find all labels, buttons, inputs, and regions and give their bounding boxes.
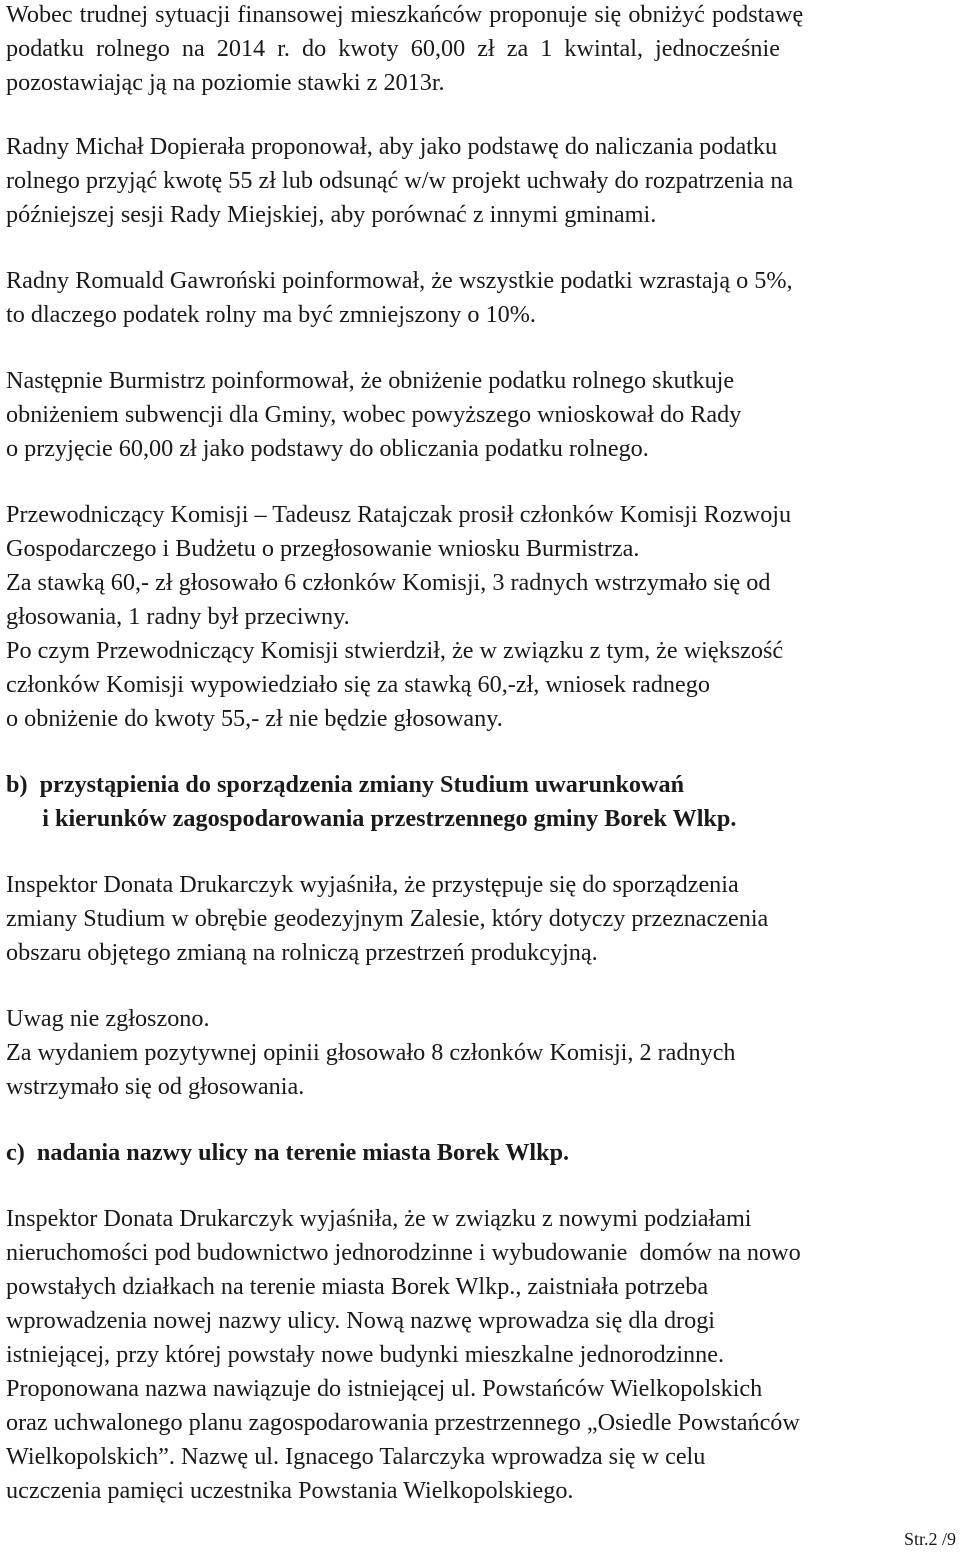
text-line: podatku rolnego na 2014 r. do kwoty 60,00 zł za 1 kwintal, jednocześnie (6, 35, 780, 62)
text-line: Po czym Przewodniczący Komisji stwierdził, że w związku z tym, że większość (6, 637, 784, 664)
text-line: rolnego przyjąć kwotę 55 zł lub odsunąć w/w projekt uchwały do rozpatrzenia na (6, 167, 794, 194)
text-line: nieruchomości pod budownictwo jednorodzinne i wybudowanie domów na nowo (6, 1239, 801, 1266)
text-line: Uwag nie zgłoszono. (6, 1005, 210, 1032)
text-line: Za stawką 60,- zł głosowało 6 członków Komisji, 3 radnych wstrzymało się od (6, 569, 771, 596)
heading-line: b) przystąpienia do sporządzenia zmiany Studium uwarunkowań (6, 771, 685, 798)
text-line: uczczenia pamięci uczestnika Powstania Wielkopolskiego. (6, 1477, 574, 1504)
document-page (6, 0, 958, 1552)
text-line: Radny Michał Dopierała proponował, aby jako podstawę do naliczania podatku (6, 133, 778, 160)
heading-line: i kierunków zagospodarowania przestrzennego gminy Borek Wlkp. (6, 805, 737, 832)
text-line: to dlaczego podatek rolny ma być zmniejszony o 10%. (6, 301, 536, 328)
text-line: wstrzymało się od głosowania. (6, 1073, 305, 1100)
text-line: głosowania, 1 radny był przeciwny. (6, 603, 350, 630)
text-line: istniejącej, przy której powstały nowe budynki mieszkalne jednorodzinne. (6, 1341, 725, 1368)
text-line: o przyjęcie 60,00 zł jako podstawy do obliczania podatku rolnego. (6, 435, 649, 462)
text-line: Gospodarczego i Budżetu o przegłosowanie wniosku Burmistrza. (6, 535, 640, 562)
text-line: Za wydaniem pozytywnej opinii głosowało 8 członków Komisji, 2 radnych (6, 1039, 736, 1066)
text-line: Inspektor Donata Drukarczyk wyjaśniła, że w związku z nowymi podziałami (6, 1205, 752, 1232)
text-line: oraz uchwalonego planu zagospodarowania przestrzennego „Osiedle Powstańców (6, 1409, 800, 1436)
page-number: Str.2 /9 (903, 1529, 956, 1549)
text-line: członków Komisji wypowiedziało się za stawką 60,-zł, wniosek radnego (6, 671, 710, 698)
text-line: zmiany Studium w obrębie geodezyjnym Zalesie, który dotyczy przeznaczenia (6, 905, 769, 932)
heading-line: c) nadania nazwy ulicy na terenie miasta Borek Wlkp. (6, 1139, 570, 1166)
text-line: późniejszej sesji Rady Miejskiej, aby porównać z innymi gminami. (6, 201, 657, 228)
text-line: Przewodniczący Komisji – Tadeusz Ratajczak prosił członków Komisji Rozwoju (6, 501, 792, 528)
text-line: o obniżenie do kwoty 55,- zł nie będzie głosowany. (6, 705, 503, 732)
text-line: Proponowana nazwa nawiązuje do istniejącej ul. Powstańców Wielkopolskich (6, 1375, 763, 1402)
text-line: Wielkopolskich”. Nazwę ul. Ignacego Talarczyka wprowadza się w celu (6, 1443, 706, 1470)
text-line: Wobec trudnej sytuacji finansowej mieszkańców proponuje się obniżyć podstawę (6, 1, 804, 28)
text-line: wprowadzenia nowej nazwy ulicy. Nową nazwę wprowadza się dla drogi (6, 1307, 716, 1334)
text-line: Następnie Burmistrz poinformował, że obniżenie podatku rolnego skutkuje (6, 367, 735, 394)
text-line: obniżeniem subwencji dla Gminy, wobec powyższego wnioskował do Rady (6, 401, 742, 428)
text-line: Radny Romuald Gawroński poinformował, że wszystkie podatki wzrastają o 5%, (6, 267, 793, 294)
text-line: Inspektor Donata Drukarczyk wyjaśniła, że przystępuje się do sporządzenia (6, 871, 739, 898)
text-line: obszaru objętego zmianą na rolniczą przestrzeń produkcyjną. (6, 939, 598, 966)
text-line: pozostawiając ją na poziomie stawki z 2013r. (6, 69, 445, 96)
text-line: powstałych działkach na terenie miasta Borek Wlkp., zaistniała potrzeba (6, 1273, 709, 1300)
